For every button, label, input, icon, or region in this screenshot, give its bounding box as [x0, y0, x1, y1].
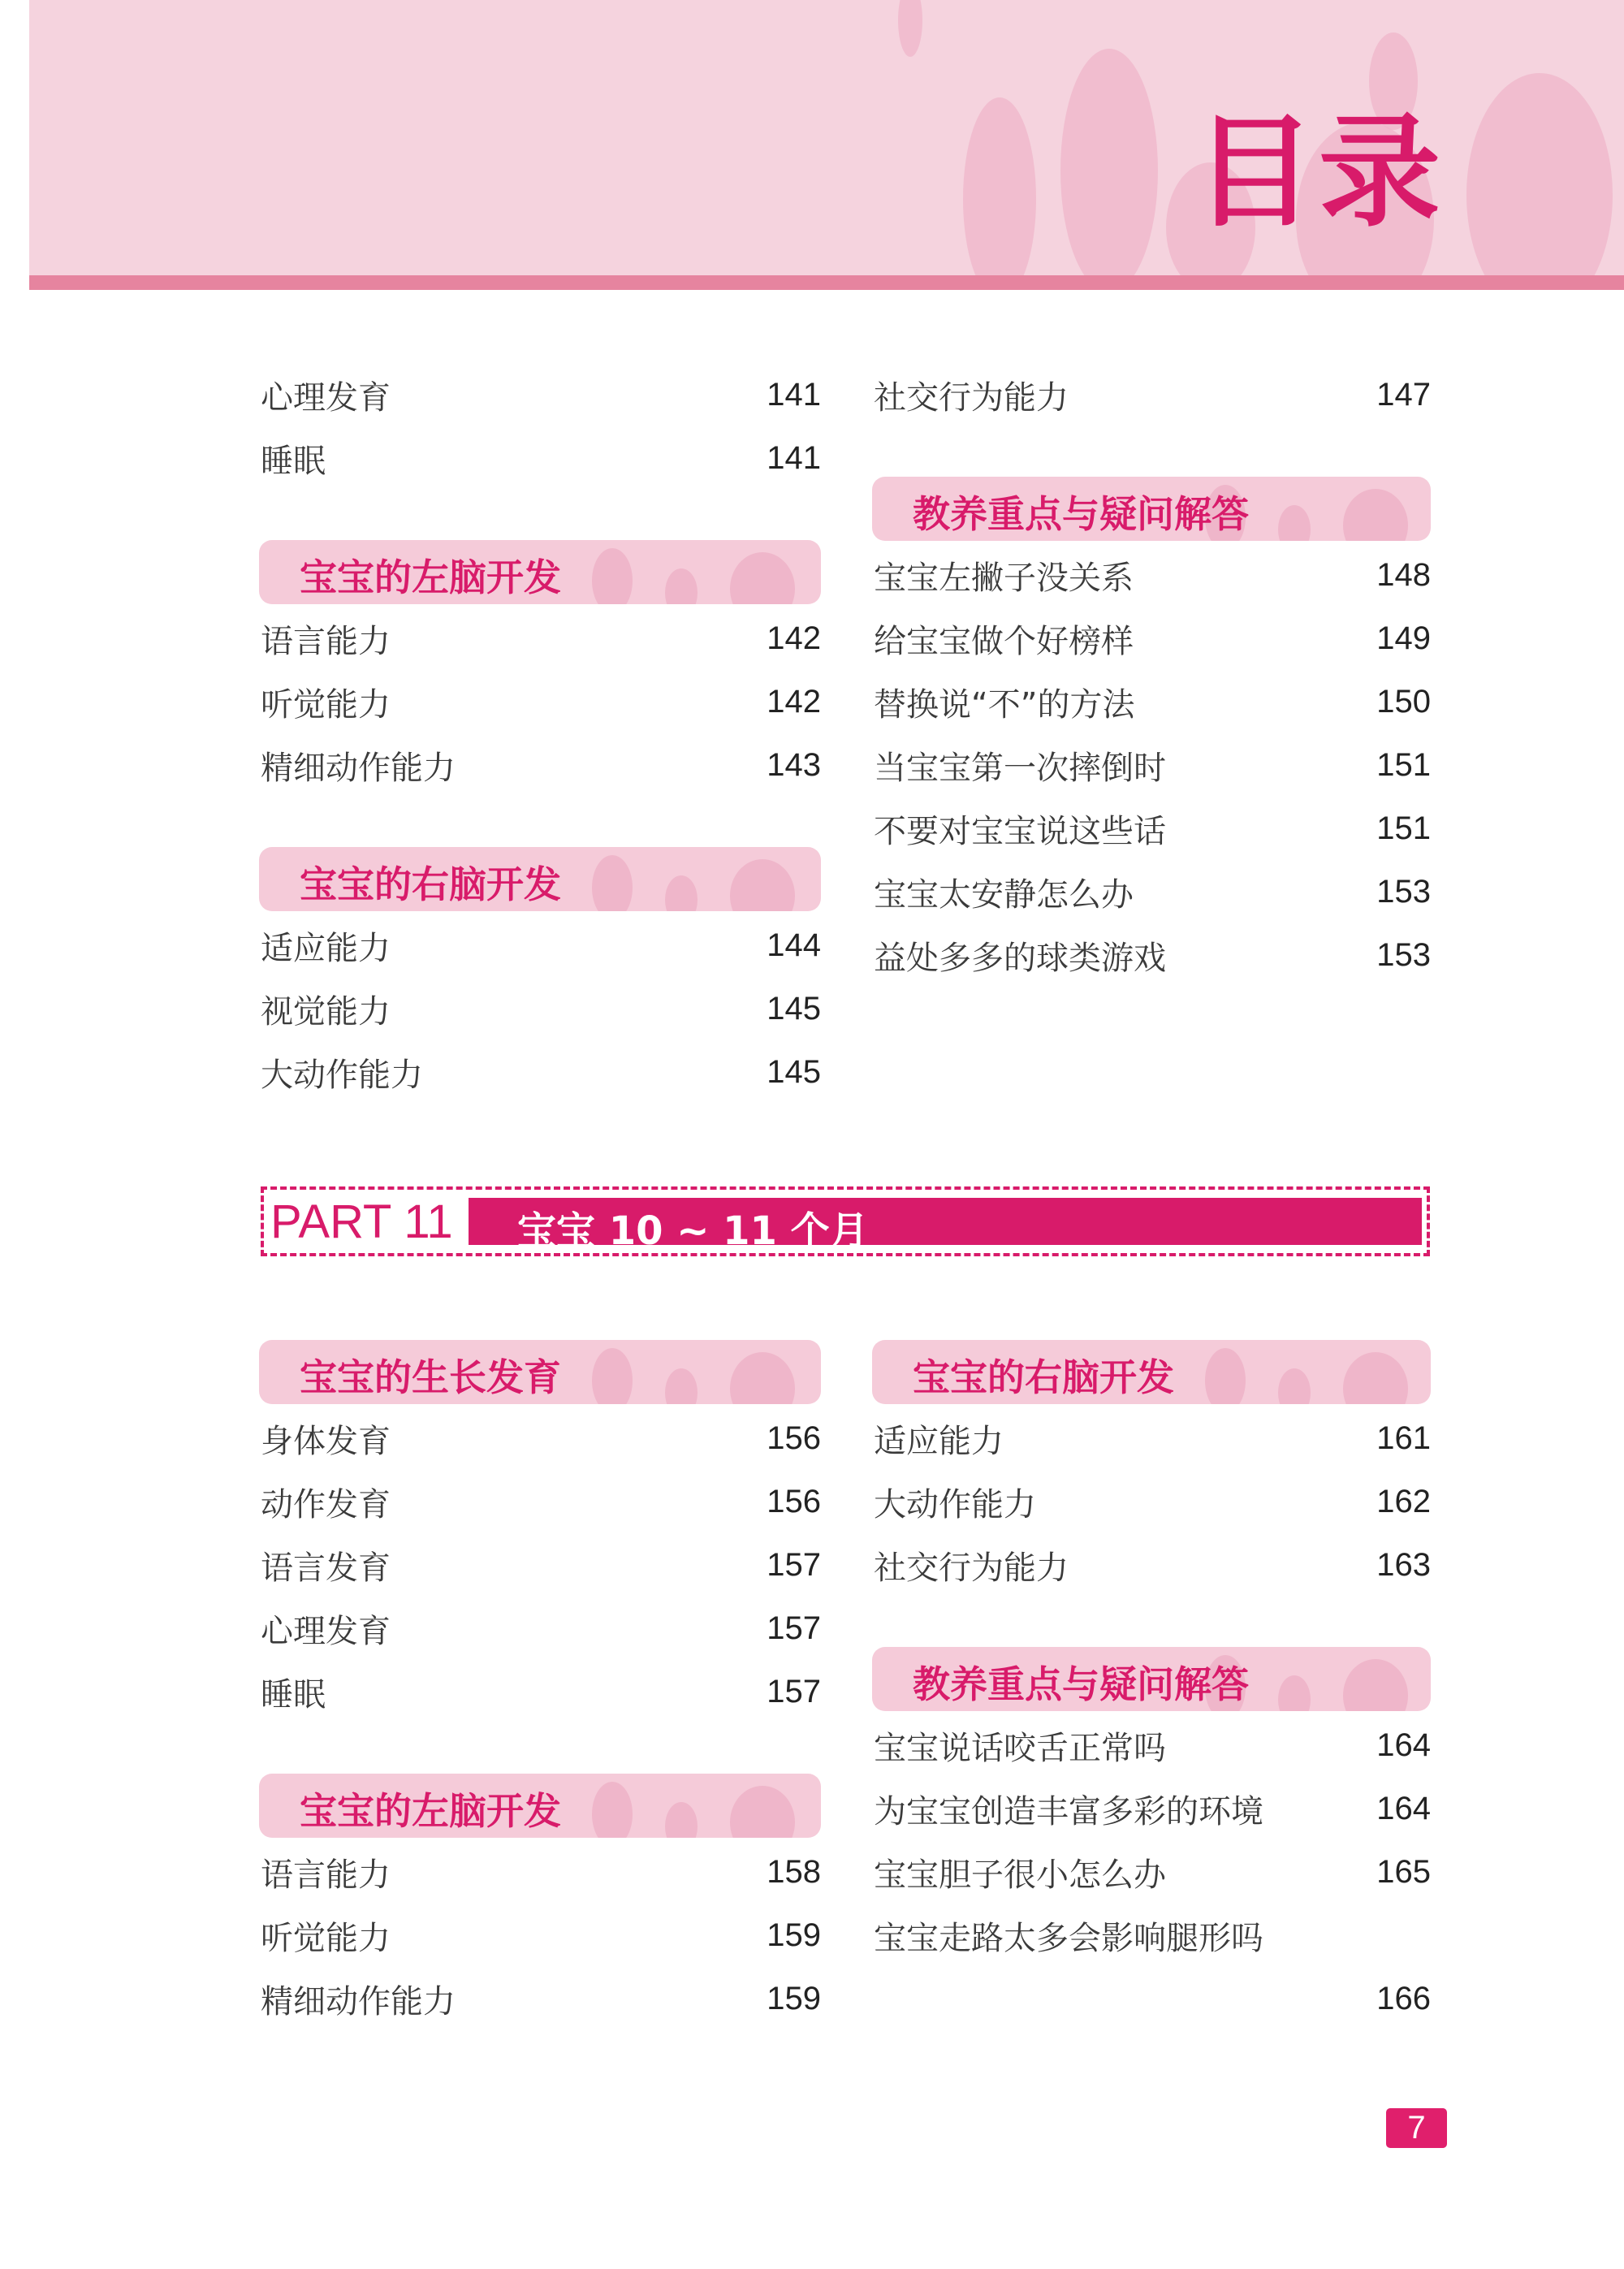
toc-entry[interactable]	[261, 1967, 821, 2030]
dot-leader	[473, 1982, 752, 2015]
toc-entry-page: 141	[767, 376, 821, 413]
toc-entry[interactable]	[261, 1597, 821, 1660]
toc-entry-title: 心理发育	[261, 1612, 391, 1650]
dot-leader	[898, 1982, 1362, 2015]
dot-leader	[1184, 812, 1362, 845]
toc-entry-title: 适应能力	[261, 929, 391, 967]
toc-entry-title: 宝宝左撇子没关系	[874, 559, 1134, 597]
toc-entry-page: 142	[767, 683, 821, 720]
section-title: 教养重点与疑问解答	[913, 492, 1249, 536]
toc-entry-page: 141	[767, 439, 821, 476]
part-title: 宝宝 10 ~ 11 个月	[517, 1208, 869, 1254]
toc-entry[interactable]	[874, 1967, 1431, 2030]
toc-entry-page: 151	[1376, 810, 1431, 846]
dot-leader	[1184, 1856, 1362, 1888]
section-header	[872, 1647, 1431, 1711]
dot-leader	[1184, 939, 1362, 971]
toc-entry-title: 身体发育	[261, 1422, 391, 1460]
toc-entry[interactable]	[874, 1407, 1431, 1470]
toc-entry-page: 142	[767, 620, 821, 656]
toc-entry-title: 替换说“不”的方法	[874, 685, 1135, 724]
dot-leader	[441, 1056, 752, 1088]
toc-entry-title: 不要对宝宝说这些话	[874, 812, 1166, 850]
header-divider	[29, 275, 1624, 290]
toc-entry[interactable]	[874, 733, 1431, 797]
toc-entry-page: 164	[1376, 1727, 1431, 1763]
toc-entry-title: 宝宝走路太多会影响腿形吗	[874, 1919, 1263, 1957]
toc-part1-left	[261, 363, 821, 1104]
toc-entry-title: 听觉能力	[261, 685, 391, 724]
part-number: PART 11	[270, 1195, 453, 1248]
toc-entry-title: 益处多多的球类游戏	[874, 939, 1166, 977]
toc-entry-page: 143	[767, 746, 821, 783]
part-title-bar	[469, 1198, 1422, 1254]
dot-leader	[1184, 749, 1362, 781]
toc-entry[interactable]	[261, 426, 821, 490]
toc-entry-page: 153	[1376, 936, 1431, 973]
toc-entry[interactable]	[261, 914, 821, 977]
toc-entry[interactable]	[261, 1040, 821, 1104]
dot-leader	[1021, 1422, 1362, 1454]
toc-entry-page: 144	[767, 927, 821, 963]
toc-entry-title: 视觉能力	[261, 992, 391, 1031]
dot-leader	[408, 1549, 752, 1581]
dot-leader	[408, 1856, 752, 1888]
toc-entry-page: 150	[1376, 683, 1431, 720]
toc-entry[interactable]	[874, 1777, 1431, 1840]
toc-entry-title: 大动作能力	[874, 1485, 1036, 1523]
toc-entry-page: 157	[767, 1546, 821, 1583]
dot-leader	[1151, 559, 1362, 591]
dot-leader	[343, 1675, 752, 1708]
toc-entry-page: 149	[1376, 620, 1431, 656]
page-title: 目录	[1194, 102, 1445, 244]
part-banner	[261, 1186, 1430, 1256]
dot-leader	[1281, 1792, 1362, 1825]
toc-part1-right	[874, 363, 1431, 987]
toc-entry-title: 宝宝太安静怎么办	[874, 875, 1134, 914]
section-title: 教养重点与疑问解答	[913, 1662, 1249, 1706]
toc-entry-page: 145	[767, 990, 821, 1026]
toc-entry-page: 161	[1376, 1420, 1431, 1456]
toc-entry[interactable]	[874, 670, 1431, 733]
toc-entry[interactable]	[874, 1533, 1431, 1597]
dot-leader	[473, 749, 752, 781]
dot-leader	[408, 929, 752, 962]
toc-part2-right	[874, 1340, 1431, 2030]
toc-entry-page: 157	[767, 1673, 821, 1709]
section-header	[259, 1340, 821, 1404]
toc-entry-page: 147	[1376, 376, 1431, 413]
toc-entry-title: 为宝宝创造丰富多彩的环境	[874, 1792, 1263, 1830]
toc-entry[interactable]	[261, 1840, 821, 1904]
toc-entry-title: 精细动作能力	[261, 1982, 456, 2020]
toc-entry[interactable]	[261, 670, 821, 733]
dot-leader	[408, 378, 752, 411]
toc-entry[interactable]	[261, 363, 821, 426]
toc-entry[interactable]	[874, 1840, 1431, 1904]
toc-entry-page: 166	[1376, 1980, 1431, 2016]
toc-entry[interactable]	[261, 1470, 821, 1533]
toc-entry[interactable]	[874, 1904, 1431, 1967]
dot-leader	[1152, 685, 1362, 718]
toc-entry[interactable]	[874, 363, 1431, 426]
dot-leader	[408, 1612, 752, 1644]
dot-leader	[1151, 875, 1362, 908]
toc-entry-page: 159	[767, 1980, 821, 2016]
toc-entry[interactable]	[874, 1470, 1431, 1533]
toc-entry-title: 睡眠	[261, 1675, 326, 1714]
section-header	[259, 540, 821, 604]
toc-entry[interactable]	[261, 1533, 821, 1597]
toc-entry-page: 164	[1376, 1790, 1431, 1826]
dot-leader	[408, 622, 752, 655]
toc-entry[interactable]	[261, 607, 821, 670]
dot-leader	[408, 1422, 752, 1454]
toc-entry-page: 156	[767, 1483, 821, 1519]
toc-entry[interactable]	[874, 543, 1431, 607]
toc-entry-page: 163	[1376, 1546, 1431, 1583]
section-header	[872, 477, 1431, 541]
toc-entry-title: 大动作能力	[261, 1056, 423, 1094]
toc-entry[interactable]	[261, 1660, 821, 1723]
toc-entry[interactable]	[261, 1904, 821, 1967]
toc-entry-title: 宝宝说话咬舌正常吗	[874, 1729, 1166, 1767]
toc-entry[interactable]	[261, 977, 821, 1040]
dot-leader	[1184, 1729, 1362, 1761]
section-header	[259, 847, 821, 911]
toc-entry-title: 语言能力	[261, 622, 391, 660]
toc-entry[interactable]	[874, 1714, 1431, 1777]
toc-entry-page: 151	[1376, 746, 1431, 783]
toc-entry-title: 精细动作能力	[261, 749, 456, 787]
toc-entry-page: 156	[767, 1420, 821, 1456]
toc-entry-page: 159	[767, 1917, 821, 1953]
toc-entry-title: 给宝宝做个好榜样	[874, 622, 1134, 660]
toc-entry-title: 宝宝胆子很小怎么办	[874, 1856, 1166, 1894]
toc-entry-page: 162	[1376, 1483, 1431, 1519]
toc-entry-page: 153	[1376, 873, 1431, 910]
dot-leader	[1086, 1549, 1362, 1581]
section-title: 宝宝的左脑开发	[300, 555, 561, 599]
dot-leader	[1054, 1485, 1362, 1518]
toc-entry-page: 148	[1376, 556, 1431, 593]
dot-leader	[408, 685, 752, 718]
toc-entry-title: 语言能力	[261, 1856, 391, 1894]
toc-entry-title: 适应能力	[874, 1422, 1004, 1460]
toc-entry[interactable]	[874, 860, 1431, 923]
toc-entry-title: 社交行为能力	[874, 1549, 1069, 1587]
toc-entry-page: 157	[767, 1610, 821, 1646]
toc-entry-page: 145	[767, 1053, 821, 1090]
dot-leader	[408, 1485, 752, 1518]
toc-entry-title: 听觉能力	[261, 1919, 391, 1957]
dot-leader	[1086, 378, 1362, 411]
section-header	[259, 1774, 821, 1838]
toc-entry-title: 心理发育	[261, 378, 391, 417]
section-header	[872, 1340, 1431, 1404]
dot-leader	[408, 992, 752, 1025]
toc-entry[interactable]	[261, 1407, 821, 1470]
toc-entry-title: 睡眠	[261, 442, 326, 480]
toc-entry-title: 当宝宝第一次摔倒时	[874, 749, 1166, 787]
dot-leader	[1151, 622, 1362, 655]
section-title: 宝宝的右脑开发	[913, 1355, 1174, 1399]
toc-entry-page: 158	[767, 1853, 821, 1890]
toc-entry[interactable]	[261, 733, 821, 797]
dot-leader	[343, 442, 752, 474]
toc-part2-left	[261, 1340, 821, 2030]
dot-leader	[408, 1919, 752, 1951]
toc-entry-title: 动作发育	[261, 1485, 391, 1523]
section-title: 宝宝的右脑开发	[300, 862, 561, 906]
page-number: 7	[1386, 2108, 1447, 2148]
toc-entry[interactable]	[874, 607, 1431, 670]
toc-entry[interactable]	[874, 923, 1431, 987]
section-title: 宝宝的生长发育	[300, 1355, 561, 1399]
toc-entry-title: 语言发育	[261, 1549, 391, 1587]
toc-entry-page: 165	[1376, 1853, 1431, 1890]
toc-entry[interactable]	[874, 797, 1431, 860]
toc-entry-title: 社交行为能力	[874, 378, 1069, 417]
section-title: 宝宝的左脑开发	[300, 1789, 561, 1833]
